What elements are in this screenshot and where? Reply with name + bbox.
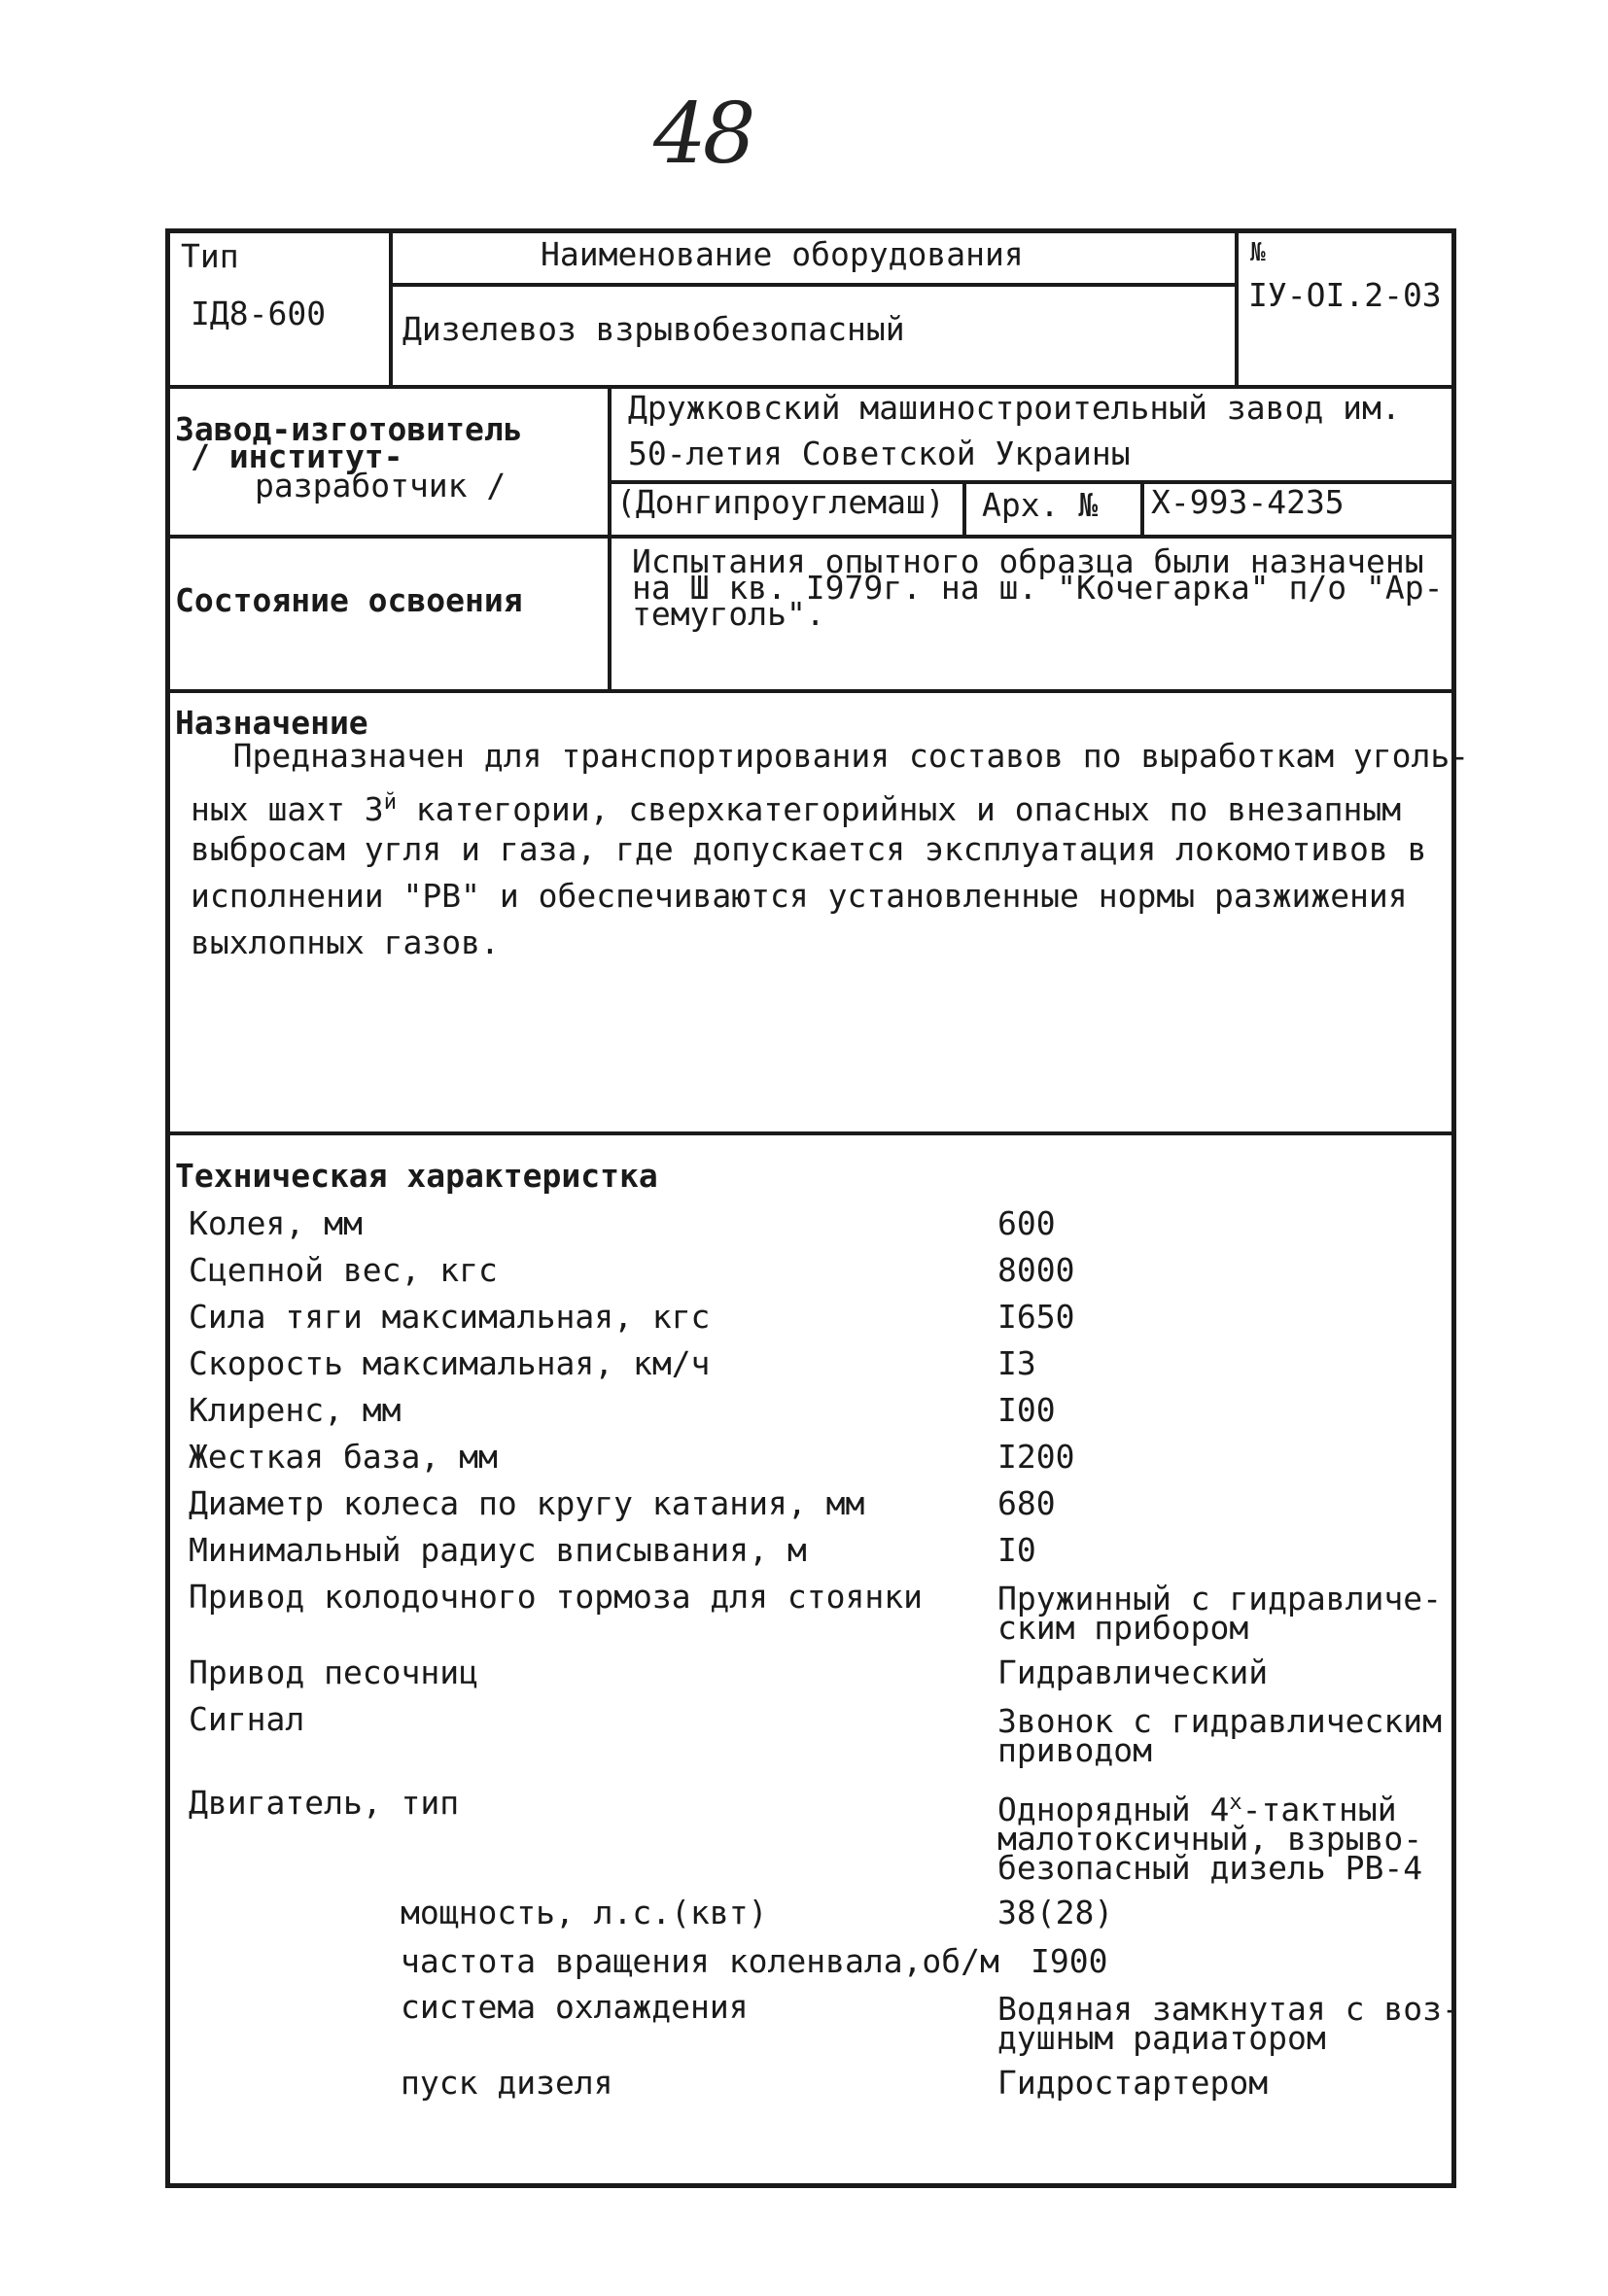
purpose-line-2-start: ных шахт 3 <box>191 790 384 828</box>
purpose-line-2-superscript: й <box>383 790 397 815</box>
engine-param-value: Водяная замкнутая с воз- душным радиатором <box>997 1990 1461 2057</box>
engine-value-superscript: х <box>1229 1791 1242 1815</box>
engine-value-end: -тактный малотоксичный, взрыво- безопасный дизель РВ-4 <box>997 1791 1423 1887</box>
purpose-label: Назначение <box>175 704 368 742</box>
manufacturer-label-line2: / институт- <box>191 437 403 475</box>
purpose-line-5: выхлопных газов. <box>191 923 500 961</box>
engine-value-start: Однорядный 4 <box>997 1791 1230 1828</box>
spec-label: Колея, мм <box>189 1204 363 1242</box>
engine-param-label: пуск дизеля <box>401 2064 613 2102</box>
engine-param-value: 38(28) <box>997 1894 1114 1931</box>
spec-value: Гидравлический <box>997 1653 1269 1691</box>
number-label: № <box>1250 238 1266 267</box>
engine-param-label: мощность, л.с.(квт) <box>401 1894 768 1931</box>
type-value: IД8-600 <box>191 295 327 332</box>
spec-label: Скорость максимальная, км/ч <box>189 1344 711 1382</box>
divider-manufacturer-column <box>608 385 612 691</box>
engine-value <box>997 1789 1423 1887</box>
engine-label: Двигатель, тип <box>189 1784 460 1822</box>
archive-number: Х-993-4235 <box>1151 483 1345 521</box>
equipment-name-value: Дизелевоз взрывобезопасный <box>402 310 905 348</box>
divider-arch-label-left <box>962 480 966 535</box>
spec-label: Диаметр колеса по кругу катания, мм <box>189 1484 865 1522</box>
engine-param-label: частота вращения коленвала,об/м <box>401 1942 999 1980</box>
purpose-line-3: выбросам угля и газа, где допускается эксплуатация локомотивов в <box>191 830 1427 868</box>
spec-value: 680 <box>997 1484 1056 1522</box>
equipment-name-label: Наименование оборудования <box>541 235 1024 273</box>
status-text: Испытания опытного образца были назначены на Ш кв. I979г. на ш. "Кочегарка" п/о "Ар- темуголь". <box>632 542 1444 633</box>
divider-number-column <box>1235 230 1239 387</box>
developer-name: (Донгипроуглемаш) <box>616 483 945 521</box>
manufacturer-name-line2: 50-летия Советской Украины <box>628 435 1131 472</box>
divider-purpose-bottom <box>165 1131 1456 1135</box>
spec-label: Клиренс, мм <box>189 1391 402 1429</box>
purpose-line-1: Предназначен для транспортирования составов по выработкам уголь- <box>175 737 1470 775</box>
divider-manufacturer-bottom <box>165 535 1456 539</box>
spec-label: Жесткая база, мм <box>189 1438 498 1476</box>
divider-name-row <box>391 283 1237 287</box>
manufacturer-label: Завод-изготовитель <box>175 410 523 448</box>
engine-param-value: I900 <box>1031 1942 1108 1980</box>
archive-label: Арх. № <box>982 486 1099 524</box>
purpose-line-4: исполнении "РВ" и обеспечиваются установленные нормы разжижения <box>191 877 1408 915</box>
spec-value: I200 <box>997 1438 1075 1476</box>
spec-value: I0 <box>997 1531 1036 1569</box>
specs-title: Техническая характеристка <box>175 1157 658 1195</box>
spec-value: 600 <box>997 1204 1056 1242</box>
page-number: 48 <box>653 86 752 183</box>
spec-value: 8000 <box>997 1251 1075 1289</box>
manufacturer-label-line3: разработчик / <box>255 467 507 504</box>
spec-value: I650 <box>997 1298 1075 1336</box>
spec-value: Пружинный с гидравличе- ским прибором <box>997 1580 1442 1647</box>
manufacturer-name-line1: Дружковский машиностроительный завод им. <box>628 389 1401 427</box>
spec-label: Привод колодочного тормоза для стоянки <box>189 1578 923 1616</box>
divider-status-bottom <box>165 689 1456 693</box>
spec-value: Звонок с гидравлическим приводом <box>997 1702 1442 1769</box>
purpose-line-2-end: категории, сверхкатегорийных и опасных по внезапным <box>396 790 1402 828</box>
engine-param-label: система охлаждения <box>401 1988 749 2026</box>
spec-label: Сигнал <box>189 1700 305 1738</box>
divider-arch-label-right <box>1140 480 1144 535</box>
spec-label: Сила тяги максимальная, кгс <box>189 1298 711 1336</box>
spec-value: I00 <box>997 1391 1056 1429</box>
type-label: Тип <box>181 237 239 275</box>
status-label: Состояние освоения <box>175 581 523 619</box>
spec-value: I3 <box>997 1344 1036 1382</box>
engine-param-value: Гидростартером <box>997 2064 1269 2102</box>
spec-label: Привод песочниц <box>189 1653 479 1691</box>
purpose-line-2 <box>191 780 1401 833</box>
number-value: IУ-OI.2-03 <box>1248 276 1442 314</box>
spec-label: Сцепной вес, кгс <box>189 1251 498 1289</box>
spec-label: Минимальный радиус вписывания, м <box>189 1531 807 1569</box>
divider-type-column <box>389 230 393 387</box>
